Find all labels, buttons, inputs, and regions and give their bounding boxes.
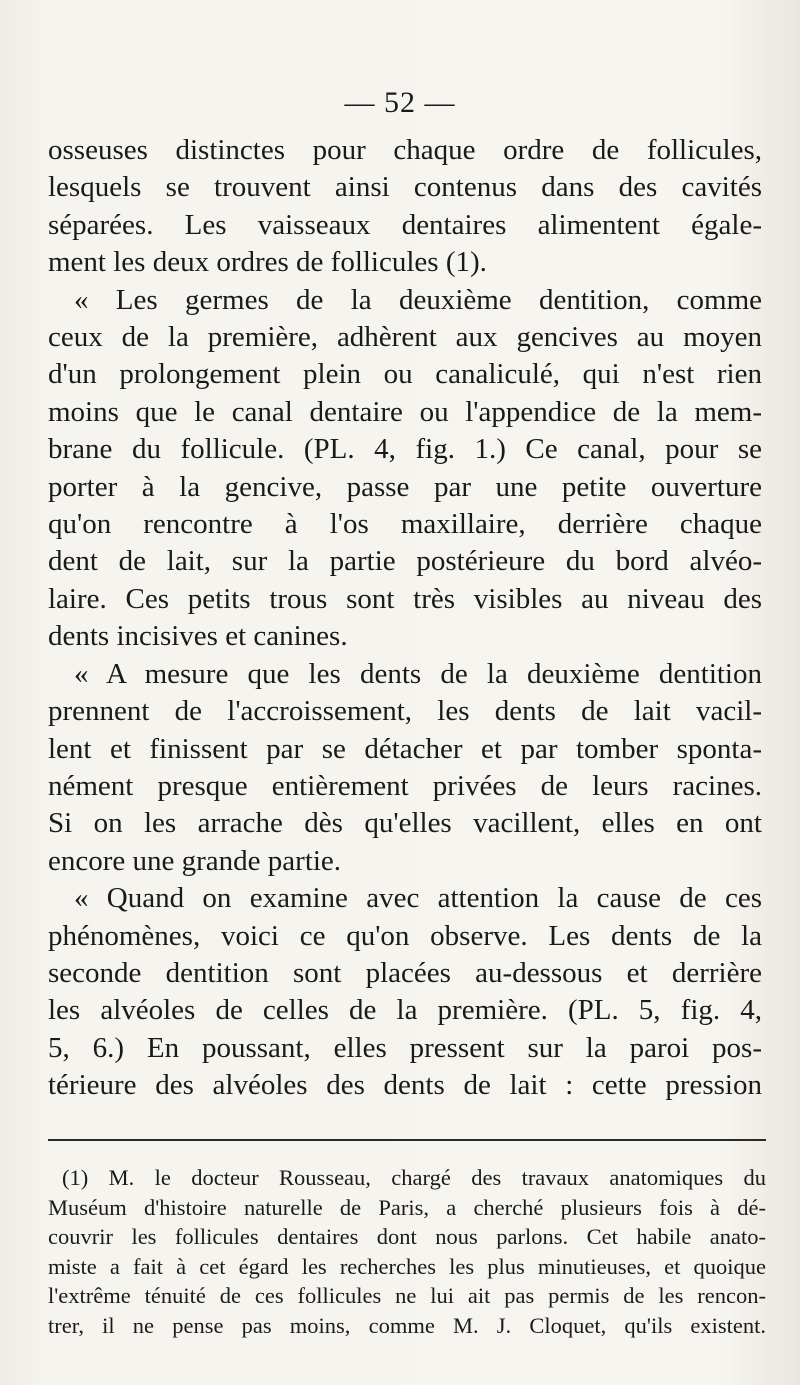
body-line: nément presque entièrement privées de leurs racines. xyxy=(48,769,762,802)
body-line: qu'on rencontre à l'os maxillaire, derrière chaque xyxy=(48,508,762,541)
body-line: Si on les arrache dès qu'elles vacillent, elles en ont xyxy=(48,807,762,840)
footnote-divider xyxy=(48,1139,766,1141)
body-line: « Quand on examine avec attention la cause de ces xyxy=(74,882,762,915)
body-line: « Les germes de la deuxième dentition, comme xyxy=(74,283,762,316)
footnote xyxy=(48,1163,766,1341)
body-line: laire. Ces petits trous sont très visibles au niveau des xyxy=(48,582,762,615)
body-line: dent de lait, sur la partie postérieure du bord alvéo- xyxy=(48,545,762,578)
footnote-line: (1) M. le docteur Rousseau, chargé des travaux anatomiques du xyxy=(62,1165,766,1190)
body-line: porter à la gencive, passe par une petite ouverture xyxy=(48,470,762,503)
body-line: encore une grande partie. xyxy=(48,844,342,877)
footnote-line: couvrir les follicules dentaires dont nous parlons. Cet habile anato- xyxy=(48,1224,766,1250)
body-line: « A mesure que les dents de la deuxième dentition xyxy=(74,657,762,690)
body-line: seconde dentition sont placées au-dessous et derrière xyxy=(48,956,762,989)
body-line: dents incisives et canines. xyxy=(48,620,348,653)
body-line: moins que le canal dentaire ou l'appendice de la mem- xyxy=(48,395,762,428)
footnote-line: miste a fait à cet égard les recherches les plus minutieuses, et quoique xyxy=(48,1253,766,1279)
body-line: lent et finissent par se détacher et par tomber sponta- xyxy=(48,732,762,765)
body-line: les alvéoles de celles de la première. (PL. 5, fig. 4, xyxy=(48,994,762,1027)
body-line: prennent de l'accroissement, les dents de lait vacil- xyxy=(48,695,762,728)
body-line: d'un prolongement plein ou canaliculé, qui n'est rien xyxy=(48,358,762,391)
footnote-line: trer, il ne pense pas moins, comme M. J. Cloquet, qu'ils existent. xyxy=(48,1312,766,1338)
body-line: 5, 6.) En poussant, elles pressent sur la paroi pos- xyxy=(48,1031,762,1064)
body-text xyxy=(48,132,762,1105)
body-line: ment les deux ordres de follicules (1). xyxy=(48,246,487,279)
footnote-line: Muséum d'histoire naturelle de Paris, a cherché plusieurs fois à dé- xyxy=(48,1194,766,1220)
body-line: phénomènes, voici ce qu'on observe. Les dents de la xyxy=(48,919,762,952)
body-line: ceux de la première, adhèrent aux gencives au moyen xyxy=(48,321,762,354)
body-line: lesquels se trouvent ainsi contenus dans des cavités xyxy=(48,171,762,204)
page-number: — 52 — xyxy=(344,86,456,119)
body-line: brane du follicule. (PL. 4, fig. 1.) Ce canal, pour se xyxy=(48,433,762,466)
footnote-line: l'extrême ténuité de ces follicules ne lui ait pas permis de les rencon- xyxy=(48,1283,766,1309)
body-line: térieure des alvéoles des dents de lait : cette pression xyxy=(48,1069,762,1102)
body-line: osseuses distinctes pour chaque ordre de follicules, xyxy=(48,134,762,166)
body-line: séparées. Les vaisseaux dentaires alimentent égale- xyxy=(48,208,762,241)
